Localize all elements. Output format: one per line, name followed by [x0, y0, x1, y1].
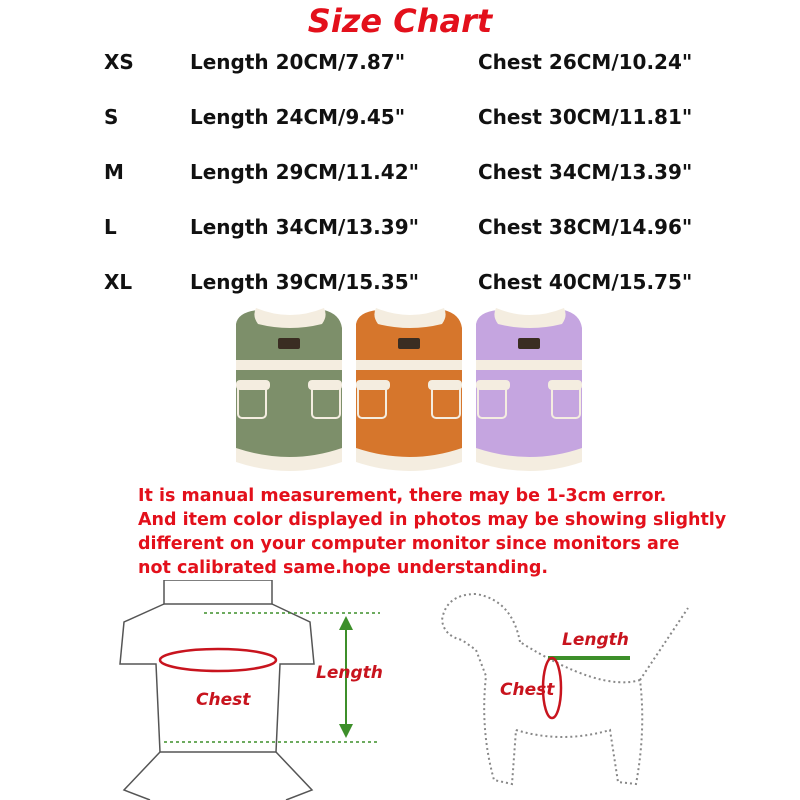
size-row-s [0, 105, 800, 145]
length-value: Length 20CM/7.87" [190, 50, 406, 74]
length-value: Length 24CM/9.45" [190, 105, 406, 129]
length-value: Length 34CM/13.39" [190, 215, 420, 239]
arrow-head-up [339, 616, 353, 630]
length-value: Length 39CM/15.35" [190, 270, 420, 294]
dog-outline [442, 594, 688, 784]
chest-value: Chest 34CM/13.39" [478, 160, 693, 184]
size-row-l [0, 215, 800, 255]
size-row-m [0, 160, 800, 200]
garment-chest-label: Chest [196, 690, 251, 710]
vest-orange [356, 308, 462, 471]
size-label: S [104, 105, 119, 129]
vest-green [236, 308, 342, 471]
garment-length-label: Length [316, 663, 383, 683]
note-line: different on your computer monitor since monitors are [138, 534, 680, 554]
chest-value: Chest 38CM/14.96" [478, 215, 693, 239]
chest-value: Chest 26CM/10.24" [478, 50, 693, 74]
size-label: XL [104, 270, 133, 294]
dog-length-label: Length [562, 630, 629, 650]
product-photo [228, 302, 582, 480]
measurement-note [138, 484, 758, 580]
length-value: Length 29CM/11.42" [190, 160, 420, 184]
note-line: And item color displayed in photos may be showing slightly [138, 510, 727, 530]
size-chart-title: Size Chart [307, 2, 493, 40]
chest-curve [160, 649, 276, 671]
size-label: L [104, 215, 117, 239]
note-line: not calibrated same.hope understanding. [138, 558, 549, 578]
size-label: XS [104, 50, 134, 74]
arrow-head-down [339, 724, 353, 738]
vest-purple [476, 308, 582, 471]
dog-chest-label: Chest [500, 680, 555, 700]
size-label: M [104, 160, 124, 184]
chest-value: Chest 30CM/11.81" [478, 105, 693, 129]
note-line: It is manual measurement, there may be 1-3cm error. [138, 486, 667, 506]
chest-value: Chest 40CM/15.75" [478, 270, 693, 294]
measurement-diagram [0, 580, 800, 800]
size-row-xs [0, 50, 800, 90]
